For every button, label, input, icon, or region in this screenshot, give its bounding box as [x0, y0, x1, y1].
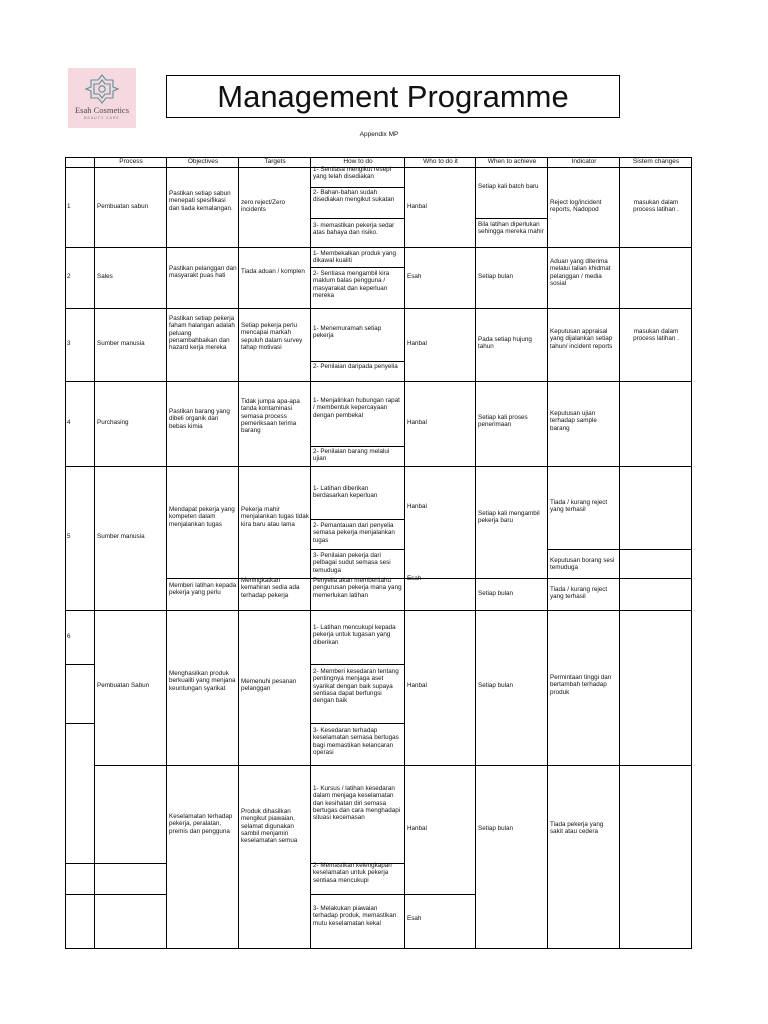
who-cell: Hanbal [407, 203, 427, 210]
how-step-2: 2- Memastikan kelengkapan keselamatan untuk pekerja sentiasa mencukupi [313, 862, 392, 884]
sistem-cell: masukan dalam process latihan . [633, 199, 679, 214]
how-step-1: 1- Menjalinkan hubungan rapat / membentuk kepercayaan dengan pembekal [313, 397, 400, 419]
objective-cell: Pastikan barang yang dibeli organik dan bebas kimia [169, 408, 230, 430]
target-cell: Pekerja mahir menjalankan tugas tidak kira baru atau lama [241, 506, 309, 528]
when-cell: Setiap kali mengambil pekerja baru [478, 510, 540, 525]
objective-cell: Pastikan setiap sabun menepati spesifikasi dan tiada kemalangan. [169, 190, 233, 212]
target-cell: Tiada aduan / komplen [241, 268, 305, 275]
row-number: 5 [67, 533, 71, 540]
col-header-when: When to achieve [487, 158, 537, 165]
when-cell-2: Bila latihan diperlukan sehingga mereka mahir [478, 221, 544, 236]
who-cell-2: Esah [407, 575, 422, 582]
indicator-cell: Keputusan appraisal yang dijalankan setiap tahun/ incident reports [550, 328, 613, 350]
col-header-who: Who to do it [423, 158, 458, 165]
when-cell: Setiap bulan [478, 273, 514, 280]
when-cell: Pada setiap hujung tahun [478, 336, 532, 351]
how-cell-2: Penyelia akan memberitahu pengurusan pekerja mana yang memerlukan latihan [313, 577, 402, 599]
row-number: 6 [67, 633, 71, 640]
who-cell: Hanbal [407, 682, 427, 689]
row-number: 3 [67, 340, 71, 347]
process-cell: Sales [97, 273, 113, 280]
row-number: 1 [67, 203, 71, 210]
how-step-1: 1- Membekalkan produk yang dikawal kualiti [313, 250, 396, 265]
col-header-objectives: Objectives [187, 158, 219, 165]
how-step-1: 1- Kursus / latihan kesedaran dalam menjaga keselamatan dan kesihatan diri semasa bertugas dan cara menghadapi situasi kecemasan [313, 785, 401, 822]
indicator-cell: Reject log/incident reports, Nadopod [550, 199, 602, 214]
objective-cell: Keselamatan terhadap pekerja, peralatan, premis dan pengguna [169, 813, 233, 835]
appendix-label: Appendix MP [359, 131, 399, 138]
indicator-cell: Permintaan tinggi dan bertambah terhadap produk [550, 674, 612, 696]
who-cell: Esah [407, 273, 422, 280]
row-number: 4 [67, 419, 71, 426]
col-header-indicator: Indicator [571, 158, 597, 165]
col-header-sistem: Sistem changes [632, 158, 680, 165]
how-step-2: 2- Penilaian daripada penyelia [313, 363, 398, 370]
how-step-2: 2- Sentiasa mengambil kira maklum balas pengguna / masyarakat dan keperluan mereka [313, 270, 390, 299]
indicator-cell: Aduan yang diterima melalui talian khidmat pelanggan / media sosial [550, 258, 611, 287]
how-step-1: 1- Menemuramah setiap pekerja [313, 325, 382, 340]
col-header-targets: Targets [264, 158, 286, 165]
who-cell: Hanbal [407, 340, 427, 347]
process-cell: Purchasing [97, 419, 129, 426]
process-cell: Pembuatan Sabun [97, 682, 150, 689]
process-cell: Pembuatan sabun [97, 203, 149, 210]
who-cell: Hanbal [407, 825, 427, 832]
page-title: Management Programme [217, 78, 569, 114]
logo-tagline: BEAUTY CARE [84, 116, 120, 120]
when-cell: Setiap kali batch baru [478, 183, 539, 190]
how-step-1: 1- Latihan diberikan berdasarkan keperluan [313, 485, 378, 500]
who-cell-2: Esah [407, 915, 422, 922]
target-cell: Tidak jumpa apa-apa tanda kontaminasi semasa process pemeriksaan terima barang [241, 398, 300, 435]
indicator-cell-3: Tiada / kurang reject yang terhasil [550, 586, 608, 601]
target-cell: Memenuhi pesanan pelanggan [241, 678, 297, 693]
how-step-1: 1- Sentiasa mengikut resepi yang telah disediakan [313, 166, 392, 181]
when-cell: Setiap bulan [478, 825, 514, 832]
indicator-cell: Tiada / kurang reject yang terhasil [550, 499, 608, 514]
how-step-3: 3- Kesedaran terhadap keselamatan semasa bertugas bagi memastikan kelancaran operasi [313, 727, 399, 756]
who-cell: Hanbal [407, 503, 427, 510]
when-cell: Setiap bulan [478, 682, 514, 689]
indicator-cell: Keputusan ujian terhadap sample barang [550, 410, 597, 432]
row-number: 2 [67, 273, 71, 280]
objective-cell: Menghasilkan produk berkualiti yang menjana keuntungan syarikat [169, 670, 236, 692]
process-cell: Sumber manusia [97, 533, 145, 540]
how-step-2: 2- Penilaian barang melalui ujian [313, 448, 390, 463]
col-header-how: How to do [343, 158, 373, 165]
when-cell-2: Setiap bulan [478, 590, 514, 597]
indicator-cell: Tiada pekerja yang sakit atau cedera [550, 821, 604, 836]
objective-cell: Pastikan pelanggan dan masyarakt puas hati [169, 265, 237, 280]
objective-cell: Mendapat pekerja yang kompeten dalam menjalankan tugas [169, 506, 235, 528]
how-step-3: 3- Melakukan piawaian terhadap produk, memastikan mutu keselamatan kekal [313, 905, 397, 927]
who-cell: Hanbal [407, 419, 427, 426]
target-cell: zero reject/Zero incidents [241, 199, 286, 214]
how-step-2: 2- Bahan-bahan sudah disediakan mengikut sukatan [313, 189, 395, 204]
how-step-3: 3- memastikan pekerja sedar atas bahaya dan risiko. [313, 222, 395, 237]
how-step-2: 2- Pemantauan dari penyelia semasa pekerja menjalankan tugas [313, 522, 395, 544]
process-cell: Sumber manusia [97, 340, 145, 347]
target-cell: Setiap pekerja perlu mencapai markah sepuluh dalam survey tahap motivasi [241, 322, 303, 351]
target-cell-2: Meningkatkan kemahiran sedia ada terhadap pekerja [241, 577, 300, 599]
col-header-process: Process [119, 158, 143, 165]
logo-brand-name: Esah Cosmetics [74, 105, 130, 115]
indicator-cell-2: Keputusan borang sesi temuduga [550, 557, 615, 572]
how-step-2: 2- Memberi kesedaran tentang pentingnya menjaga aset syarikat dengan baik supaya sentiasa dapat berfungsi dengan baik [313, 668, 399, 705]
when-cell: Setiap kali proses penerimaan [478, 414, 528, 429]
target-cell: Produk dihasilkan mengikut piawaian, selamat digunakan sambil menjamin keselamatan semua [241, 808, 298, 845]
objective-cell: Pastikan setiap pekerja faham halangan adalah peluang penambahbaikan dan hazard kerja mereka [169, 315, 235, 352]
sistem-cell: masukan dalam process latihan . [633, 328, 679, 343]
how-step-1: 1- Latihan mencukupi kepada pekerja untuk tugasan yang diberikan [313, 624, 396, 646]
objective-cell-2: Memberi latihan kepada pekerja yang perlu [169, 582, 237, 597]
how-step-3: 3- Penilaian pekerja dari pelbagai sudut semasa sesi temuduga [313, 552, 391, 574]
